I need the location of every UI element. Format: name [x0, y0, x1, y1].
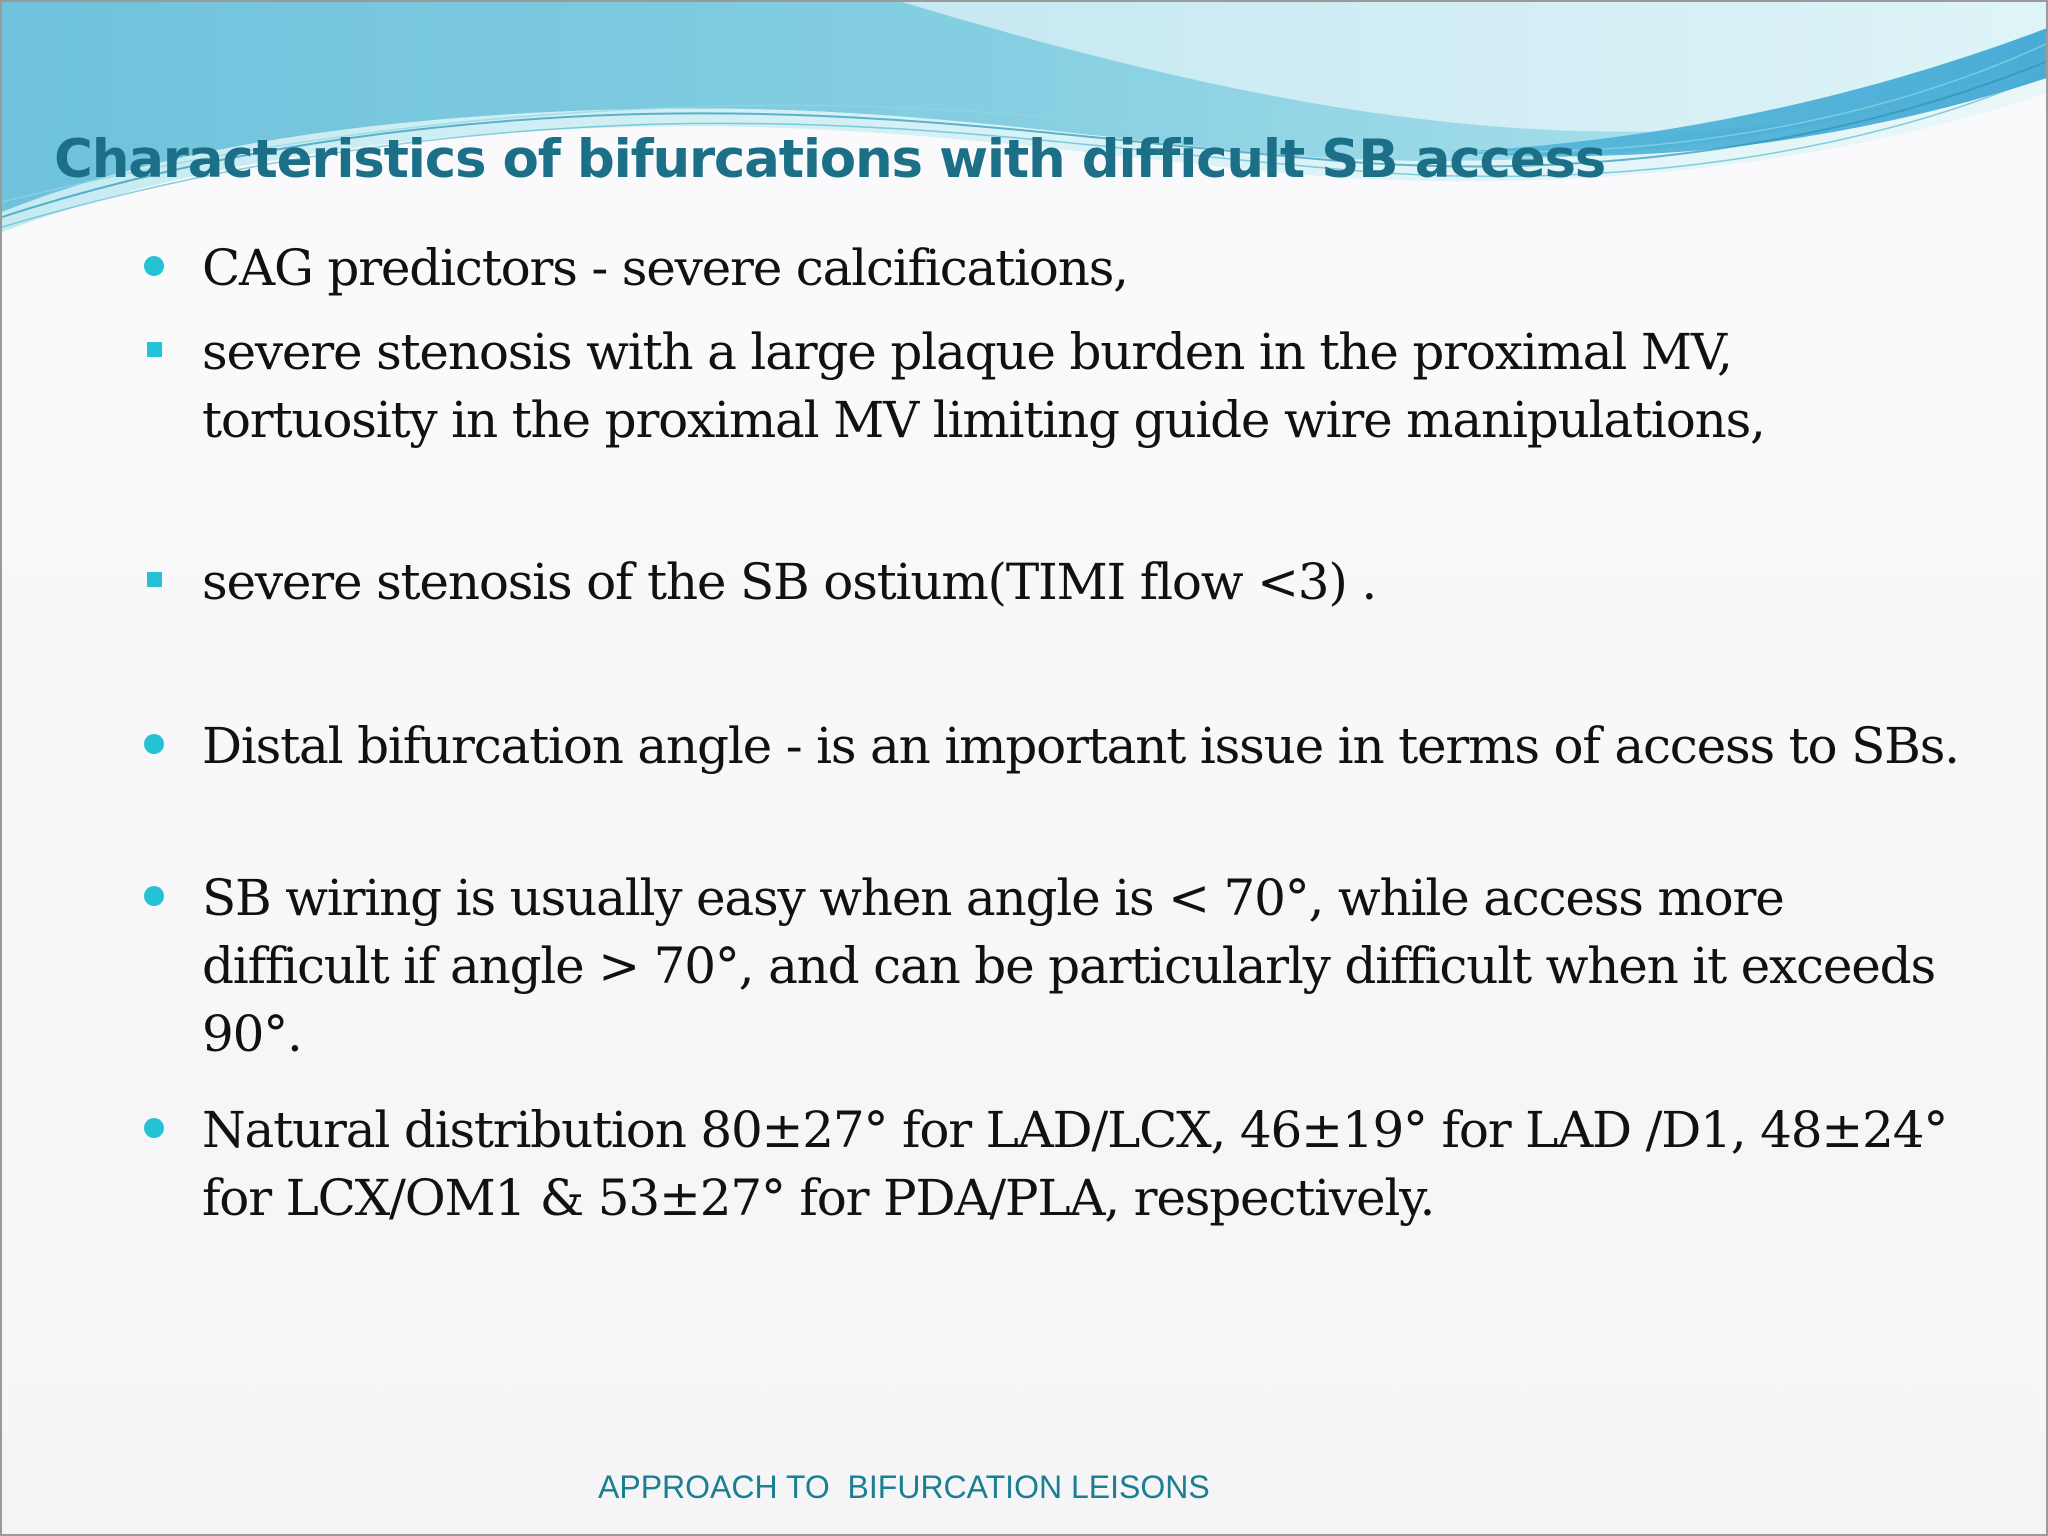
bullet-item [202, 318, 1962, 454]
bullet-text: CAG predictors - severe calcifications, [202, 239, 1128, 297]
bullet-item [202, 712, 1962, 780]
bullet-text: SB wiring is usually easy when angle is < 70°, while access more difficult if angle > 70°, and can be particularly difficult when it exceeds 90°. [202, 869, 1935, 1063]
circle-bullet-icon [144, 734, 164, 754]
bullet-text: severe stenosis with a large plaque burden in the proximal MV, tortuosity in the proximal MV limiting guide wire manipulations, [202, 323, 1765, 449]
circle-bullet-icon [144, 1118, 164, 1138]
bullet-text: severe stenosis of the SB ostium(TIMI flow <3) . [202, 553, 1377, 611]
slide-title: Characteristics of bifurcations with difficult SB access [54, 129, 1606, 190]
square-bullet-icon [147, 572, 162, 587]
slide-footer: APPROACH TO BIFURCATION LEISONS [598, 1469, 1210, 1505]
circle-bullet-icon [144, 886, 164, 906]
square-bullet-icon [147, 342, 162, 357]
bullet-item [202, 234, 1962, 302]
bullet-item [202, 864, 1962, 1068]
circle-bullet-icon [144, 256, 164, 276]
bullet-text: Natural distribution 80±27° for LAD/LCX, 46±19° for LAD /D1, 48±24° for LCX/OM1 & 53±27° for PDA/PLA, respectively. [202, 1101, 1948, 1227]
bullet-text: Distal bifurcation angle - is an important issue in terms of access to SBs. [202, 717, 1959, 775]
bullet-item [202, 548, 1962, 616]
bullet-item [202, 1096, 1962, 1232]
